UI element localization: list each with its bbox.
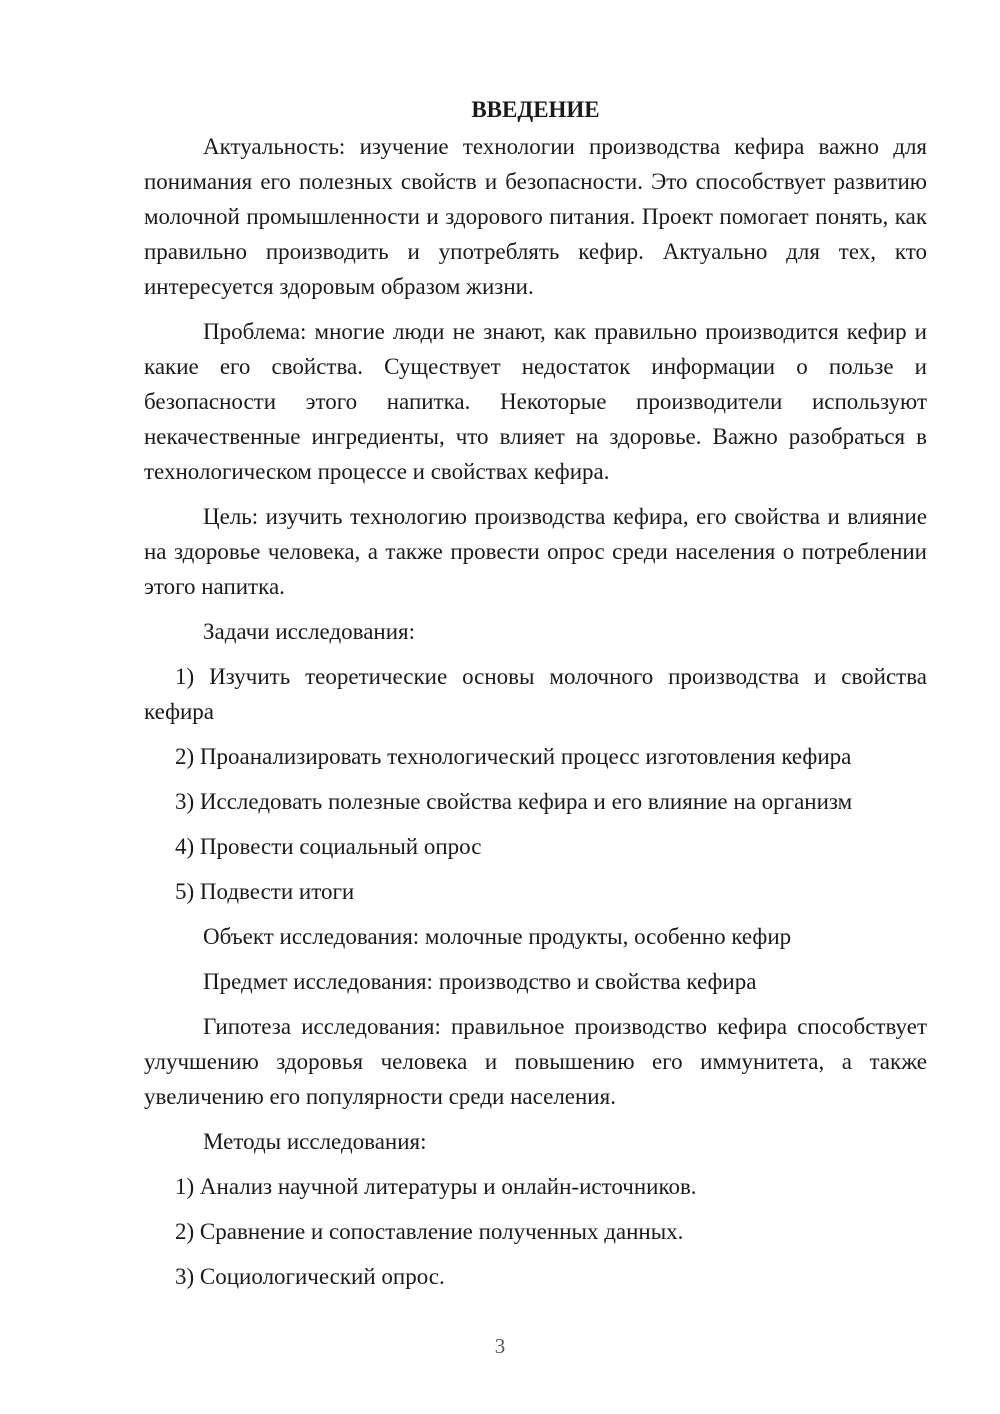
hypothesis-paragraph: Гипотеза исследования: правильное производство кефира способствует улучшению здоровья человека и повышению его иммунитета, а также увеличению его популярности среди населения. (144, 1014, 927, 1109)
document-title: ВВЕДЕНИЕ (471, 97, 600, 122)
relevance-paragraph: Актуальность: изучение технологии производства кефира важно для понимания его полезных свойств и безопасности. Это способствует развитию молочной промышленности и здорового питания. Проект помогает понять, как правильно производить и употреблять кефир. Актуально для тех, кто интересуется здоровым образом жизни. (144, 134, 927, 299)
task-item: 3) Исследовать полезные свойства кефира и его влияние на организм (175, 789, 853, 814)
task-item: 1) Изучить теоретические основы молочного производства и свойства кефира (144, 664, 927, 724)
problem-paragraph: Проблема: многие люди не знают, как правильно производится кефир и какие его свойства. Существует недостаток информации о пользе и безопасности этого напитка. Некоторые производители используют некачественные ингредиенты, что влияет на здоровье. Важно разобраться в технологическом процессе и свойствах кефира. (144, 319, 927, 484)
method-item: 2) Сравнение и сопоставление полученных данных. (175, 1219, 684, 1244)
page-number: 3 (494, 1334, 506, 1358)
method-item: 1) Анализ научной литературы и онлайн-источников. (175, 1174, 697, 1199)
subject-paragraph: Предмет исследования: производство и свойства кефира (203, 969, 757, 994)
method-item: 3) Социологический опрос. (175, 1264, 445, 1289)
object-paragraph: Объект исследования: молочные продукты, особенно кефир (203, 924, 792, 949)
task-item: 4) Провести социальный опрос (175, 834, 482, 859)
task-item: 5) Подвести итоги (175, 879, 355, 904)
goal-paragraph: Цель: изучить технологию производства кефира, его свойства и влияние на здоровье человека, а также провести опрос среди населения о потреблении этого напитка. (144, 504, 927, 599)
task-item: 2) Проанализировать технологический процесс изготовления кефира (175, 744, 852, 769)
document-page (144, 92, 927, 1304)
methods-heading: Методы исследования: (203, 1129, 427, 1154)
tasks-heading: Задачи исследования: (203, 619, 416, 644)
